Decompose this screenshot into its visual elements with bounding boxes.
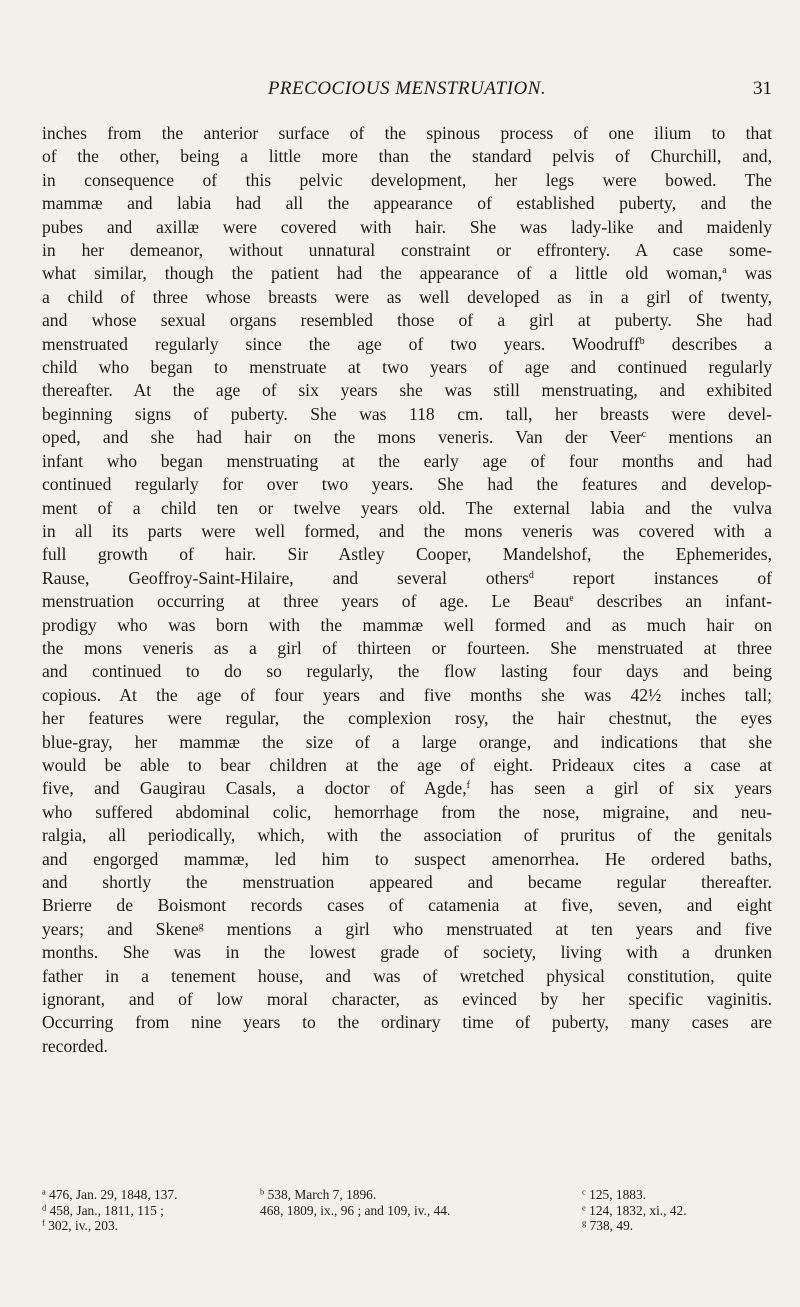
text-line: would be able to bear children at the age of eight. Prideaux cites a case at bbox=[42, 754, 772, 775]
running-header bbox=[42, 78, 772, 108]
text-line: menstruation occurring at three years of age. Le Beau$^e$ describes an infant- bbox=[42, 591, 772, 612]
text-line: thereafter. At the age of six years she was still menstruating, and exhibited bbox=[42, 380, 772, 401]
text-line: pubes and axillæ were covered with hair. She was lady-like and maidenly bbox=[42, 216, 772, 237]
footnote-entry: $^a$ 476, Jan. 29, 1848, 137. bbox=[42, 1186, 178, 1202]
text-line: child who began to menstruate at two years of age and continued regularly bbox=[42, 357, 772, 378]
text-line: and continued to do so regularly, the flow lasting four days and being bbox=[42, 661, 772, 682]
footnote-column-1 bbox=[42, 1187, 177, 1234]
footnote-entry: 468, 1809, ix., 96 ; and 109, iv., 44. bbox=[260, 1202, 451, 1218]
running-title: PRECOCIOUS MENSTRUATION. bbox=[267, 78, 547, 99]
text-line: months. She was in the lowest grade of society, living with a drunken bbox=[42, 942, 772, 963]
text-line: years; and Skene$^g$ mentions a girl who menstruated at ten years and five bbox=[42, 918, 772, 939]
text-line: inches from the anterior surface of the spinous process of one ilium to that bbox=[42, 123, 772, 143]
text-line: beginning signs of puberty. She was 118 cm. tall, her breasts were devel- bbox=[42, 403, 772, 424]
text-line: Brierre de Boismont records cases of catamenia at five, seven, and eight bbox=[42, 895, 772, 916]
text-line: and shortly the menstruation appeared and became regular thereafter. bbox=[42, 872, 772, 892]
body-paragraph bbox=[42, 122, 772, 1058]
text-line: recorded. bbox=[42, 1035, 108, 1056]
page-number: 31 bbox=[753, 78, 772, 99]
text-line: oped, and she had hair on the mons veneris. Van der Veer$^c$ mentions an bbox=[42, 427, 772, 448]
text-line: in her demeanor, without unnatural constraint or effrontery. A case some- bbox=[42, 240, 772, 261]
text-line: blue-gray, her mammæ the size of a large orange, and indications that she bbox=[42, 731, 772, 752]
footnote-entry: $^e$ 124, 1832, xi., 42. bbox=[582, 1201, 687, 1218]
text-line: in consequence of this pelvic development, her legs were bowed. The bbox=[42, 169, 772, 190]
text-line: in all its parts were well formed, and the mons veneris was covered with a bbox=[42, 520, 772, 541]
text-line: her features were regular, the complexion rosy, the hair chestnut, the eyes bbox=[42, 708, 772, 729]
footnote-entry: $^d$ 458, Jan., 1811, 115 ; bbox=[42, 1201, 164, 1218]
text-line: father in a tenement house, and was of wretched physical constitution, quite bbox=[42, 965, 772, 986]
footnote-column-2 bbox=[260, 1187, 450, 1218]
text-line: and whose sexual organs resembled those of a girl at puberty. She had bbox=[42, 310, 772, 331]
text-line: Rause, Geoffroy-Saint-Hilaire, and several others$^d$ report instances of bbox=[42, 567, 772, 588]
text-line: infant who began menstruating at the early age of four months and had bbox=[42, 450, 772, 471]
footnote-entry: $^b$ 538, March 7, 1896. bbox=[260, 1186, 377, 1202]
footnote-entry: $^c$ 125, 1883. bbox=[582, 1186, 647, 1202]
text-line: the mons veneris as a girl of thirteen or fourteen. She menstruated at three bbox=[42, 637, 772, 658]
footnote-entry: $^f$ 302, iv., 203. bbox=[42, 1217, 118, 1233]
text-line: prodigy who was born with the mammæ well formed and as much hair on bbox=[42, 614, 772, 635]
text-line: ralgia, all periodically, which, with the association of pruritus of the genitals bbox=[42, 825, 772, 846]
text-line: who suffered abdominal colic, hemorrhage from the nose, migraine, and neu- bbox=[42, 801, 772, 822]
text-line: continued regularly for over two years. She had the features and develop- bbox=[42, 474, 772, 495]
text-line: a child of three whose breasts were as well developed as in a girl of twenty, bbox=[42, 286, 772, 307]
footnote-entry: $^g$ 738, 49. bbox=[582, 1217, 634, 1233]
text-line: what similar, though the patient had the appearance of a little old woman,$^a$ was bbox=[42, 263, 773, 284]
text-line: copious. At the age of four years and five months she was 42½ inches tall; bbox=[42, 684, 772, 705]
text-line: mammæ and labia had all the appearance of established puberty, and the bbox=[42, 193, 772, 214]
text-line: of the other, being a little more than the standard pelvis of Churchill, and, bbox=[42, 146, 772, 167]
text-line: Occurring from nine years to the ordinary time of puberty, many cases are bbox=[42, 1012, 772, 1033]
footnote-column-3 bbox=[582, 1187, 687, 1234]
text-line: menstruated regularly since the age of two years. Woodruff$^b$ describes a bbox=[42, 333, 772, 354]
text-line: full growth of hair. Sir Astley Cooper, Mandelshof, the Ephemerides, bbox=[42, 544, 772, 565]
text-line: and engorged mammæ, led him to suspect amenorrhea. He ordered baths, bbox=[42, 848, 772, 869]
text-line: ment of a child ten or twelve years old. The external labia and the vulva bbox=[42, 497, 772, 518]
text-line: five, and Gaugirau Casals, a doctor of Agde,$^f$ has seen a girl of six years bbox=[42, 778, 772, 799]
text-line: ignorant, and of low moral character, as evinced by her specific vaginitis. bbox=[42, 989, 772, 1010]
